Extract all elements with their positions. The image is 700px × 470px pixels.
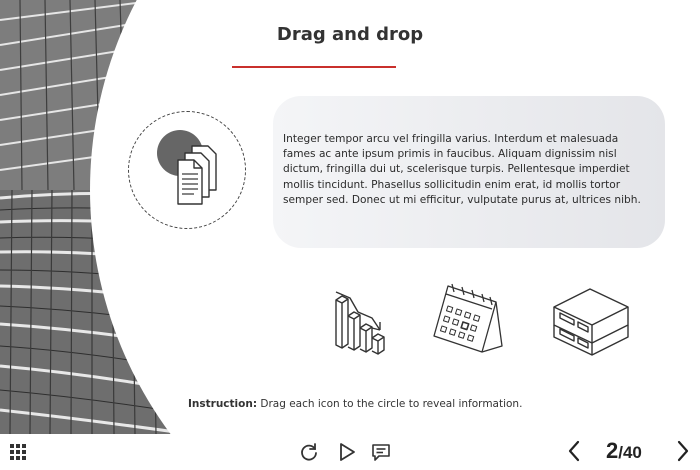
transcript-icon[interactable] — [370, 441, 392, 463]
info-text: Integer tempor arcu vel fringilla varius. Interdum et malesuada fames ac ante ipsum primis in faucibus. Aliquam dignissim nisl dictum, fringilla dui ut, scelerisque turpis. Pellentesque imperdiet mollis tincidunt. Phasellus sollicitudin enim erat, id mollis tortor semper sed. Donec ut mi efficitur, vulputate purus at, ultrices nibh. — [283, 133, 641, 206]
instruction-text — [188, 398, 522, 410]
chevron-right-icon[interactable] — [672, 439, 694, 463]
bar-chart-down-icon[interactable] — [328, 282, 388, 356]
page-title: Drag and drop — [276, 24, 424, 45]
play-icon[interactable] — [336, 441, 358, 463]
title-underline — [232, 66, 396, 68]
replay-icon[interactable] — [298, 441, 320, 463]
chevron-left-icon[interactable] — [563, 439, 585, 463]
instruction-body: Drag each icon to the circle to reveal information. — [257, 398, 523, 410]
current-page: 2 — [606, 438, 619, 463]
total-pages: /40 — [618, 443, 642, 462]
server-stack-icon[interactable] — [550, 283, 632, 357]
grid-menu-icon[interactable] — [9, 443, 27, 461]
calendar-icon[interactable] — [430, 280, 504, 358]
instruction-label: Instruction: — [188, 398, 258, 410]
documents-icon — [168, 140, 224, 210]
page-counter — [606, 438, 642, 464]
